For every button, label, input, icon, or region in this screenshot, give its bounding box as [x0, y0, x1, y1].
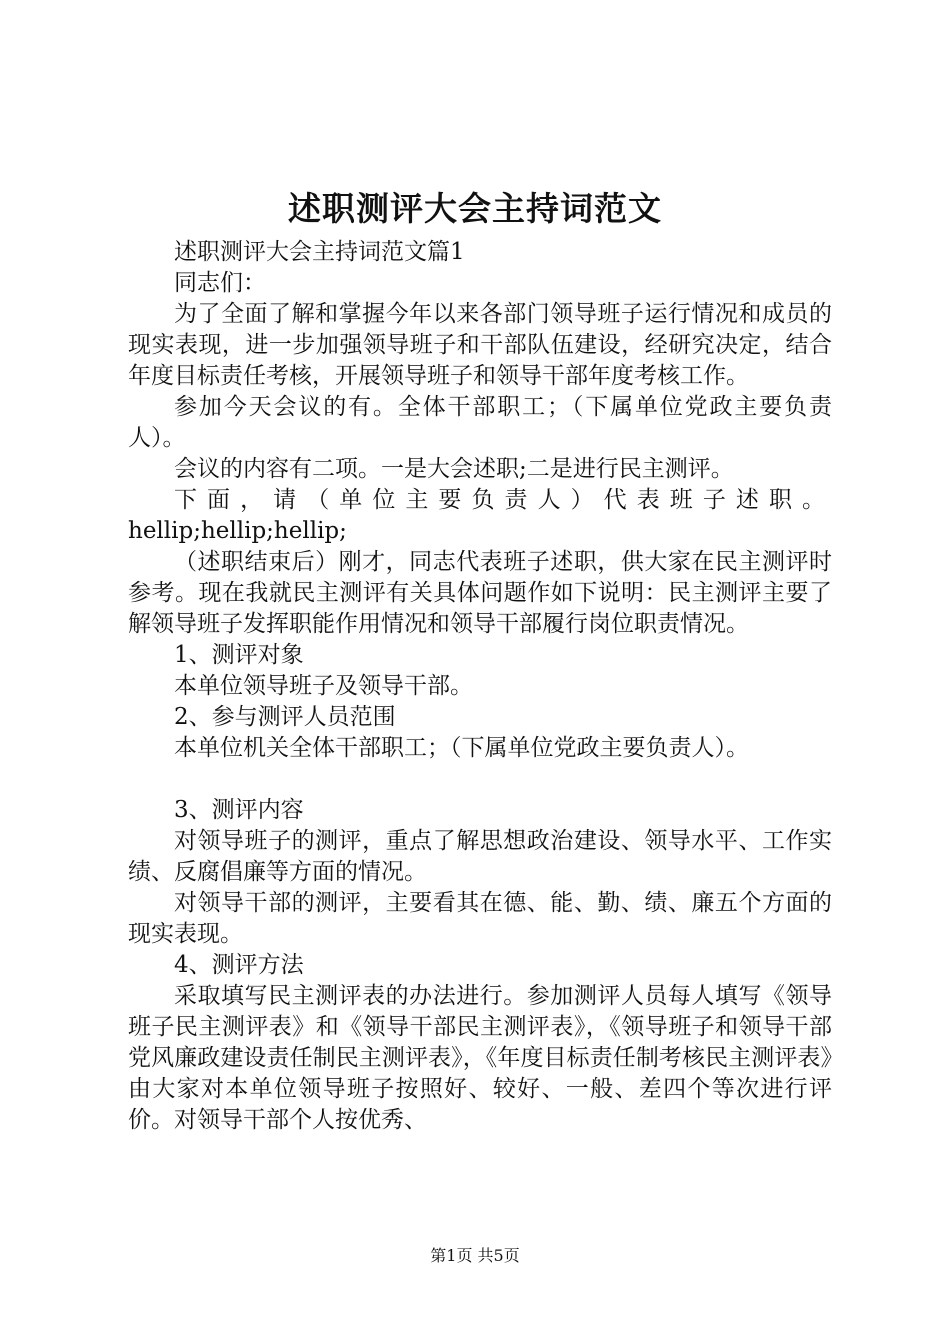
paragraph: 3、测评内容: [174, 797, 304, 823]
paragraph: 对领导干部的测评，主要看其在德、能、勤、绩、廉五个方面的现实表现。: [128, 890, 832, 947]
paragraph: 参加今天会议的有。全体干部职工；（下属单位党政主要负责人）。: [128, 394, 832, 451]
paragraph: 下面，请（单位主要负责人）代表班子述职。: [174, 487, 832, 513]
paragraph: hellip;hellip;hellip;: [128, 518, 347, 544]
paragraph: 1、测评对象: [174, 642, 304, 668]
paragraph: 为了全面了解和掌握今年以来各部门领导班子运行情况和成员的现实表现，进一步加强领导班子和干部队伍建设，经研究决定，结合年度目标责任考核，开展领导班子和领导干部年度考核工作。: [128, 301, 832, 389]
paragraph: 2、参与测评人员范围: [174, 704, 396, 730]
paragraph: 采取填写民主测评表的办法进行。参加测评人员每人填写《领导班子民主测评表》和《领导干部民主测评表》，《领导班子和领导干部党风廉政建设责任制民主测评表》，《年度目标责任制考核民主测评表》由大家对本单位领导班子按照好、较好、一般、差四个等次进行评价。对领导干部个人按优秀、: [128, 983, 832, 1133]
paragraph: （述职结束后）刚才，同志代表班子述职，供大家在民主测评时参考。现在我就民主测评有关具体问题作如下说明：民主测评主要了解领导班子发挥职能作用情况和领导干部履行岗位职责情况。: [128, 549, 832, 637]
blank-line: [128, 764, 832, 795]
document-title: 述职测评大会主持词范文: [288, 189, 662, 228]
paragraph: 述职测评大会主持词范文篇1: [174, 239, 465, 265]
paragraph: 本单位机关全体干部职工；（下属单位党政主要负责人）。: [174, 735, 749, 761]
paragraph: 会议的内容有二项。一是大会述职;二是进行民主测评。: [174, 456, 734, 482]
paragraph: 同志们：: [174, 270, 266, 296]
paragraph: 4、测评方法: [174, 952, 304, 978]
page-footer: 第1页 共5页: [430, 1246, 520, 1265]
document-body: [128, 237, 832, 1136]
paragraph: 对领导班子的测评，重点了解思想政治建设、领导水平、工作实绩、反腐倡廉等方面的情况。: [128, 828, 832, 885]
paragraph: 本单位领导班子及领导干部。: [174, 673, 473, 699]
